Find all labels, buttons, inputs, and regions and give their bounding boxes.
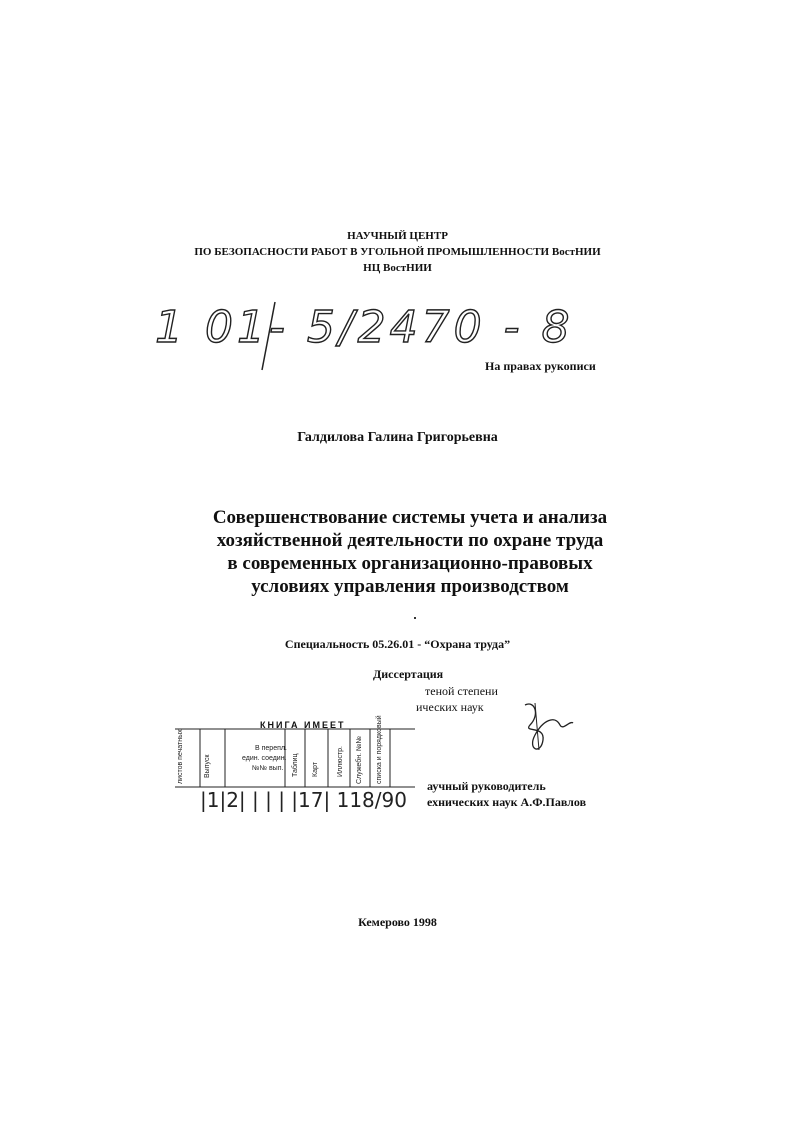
dissertation-line-2: теной степени [425, 684, 498, 698]
stamp-col-binding-3: №№ вып. [252, 765, 284, 772]
stamp-col-tables: Таблиц [292, 753, 299, 777]
stamp-col-sheets: листов печатных [177, 729, 184, 784]
title-line-3: в современных организационно-правовых [227, 553, 593, 574]
org-line-2: ПО БЕЗОПАСНОСТИ РАБОТ В УГОЛЬНОЙ ПРОМЫШЛЕННОСТИ ВостНИИ [194, 246, 601, 258]
stamp-handwritten-values: |1|2| | | | |17| 118/90 [200, 788, 407, 812]
stamp-col-binding-1: В перепл. [255, 745, 287, 752]
stamp-col-service: Служебн. №№ [356, 736, 363, 784]
stamp-col-illustrations: Иллюстр. [337, 746, 344, 777]
dissertation-line-3: ических наук [416, 700, 484, 714]
title-line-1: Совершенствование системы учета и анализа [212, 507, 608, 528]
org-line-1: НАУЧНЫЙ ЦЕНТР [347, 230, 448, 242]
dissertation-line-1: Диссертация [373, 667, 444, 681]
title-line-2: хозяйственной деятельности по охране труда [216, 530, 604, 551]
handwritten-code-text: 1 01- 5/2470 - 8 [155, 302, 574, 353]
scan-dot [414, 617, 416, 619]
author-name: Галдилова Галина Григорьевна [297, 430, 498, 445]
signature-icon [515, 695, 575, 760]
supervisor-line-1: аучный руководитель [427, 779, 546, 793]
stamp-title: КНИГА ИМЕЕТ [260, 720, 346, 730]
stamp-col-list: списка и порядковый [376, 715, 383, 784]
specialty: Специальность 05.26.01 - “Охрана труда” [284, 637, 511, 651]
org-line-3: НЦ ВостНИИ [363, 262, 432, 274]
title-line-4: условиях управления производством [251, 576, 569, 597]
supervisor-line-2: ехнических наук А.Ф.Павлов [427, 795, 587, 809]
dissertation-title [190, 506, 630, 598]
stamp-col-maps: Карт [312, 762, 319, 777]
stamp-col-binding-2: един. соедин. [242, 755, 287, 762]
rights-note: На правах рукописи [485, 359, 596, 373]
stamp-col-issue: Выпуск [204, 754, 211, 778]
city-year: Кемерово 1998 [358, 915, 437, 929]
